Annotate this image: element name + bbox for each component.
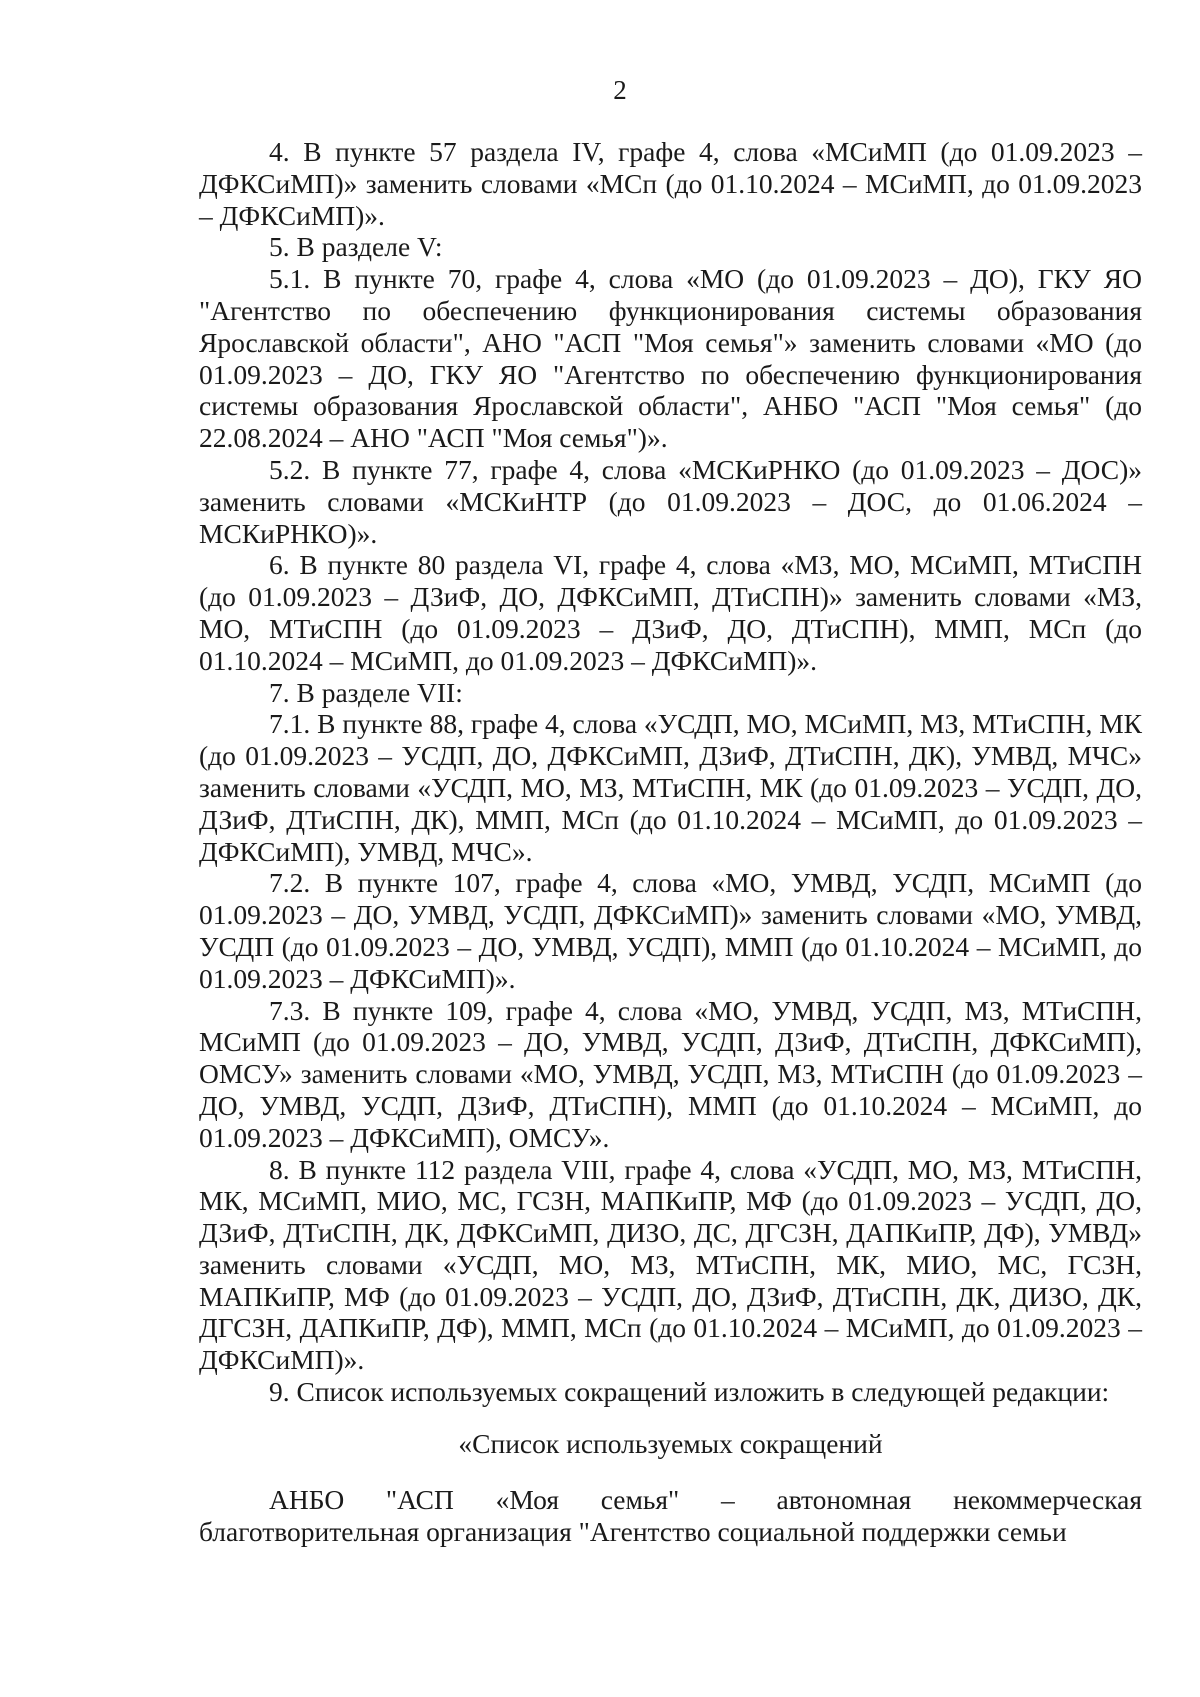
abbreviation-entry: АНБО "АСП «Моя семья" – автономная некоммерческая благотворительная организация "Агентство социальной поддержки семьи <box>199 1483 1142 1547</box>
paragraph-7-2: 7.2. В пункте 107, графе 4, слова «МО, УМВД, УСДП, МСиМП (до 01.09.2023 – ДО, УМВД, УСДП, ДФКСиМП)» заменить словами «МО, УМВД, УСДП (до 01.09.2023 – ДО, УМВД, УСДП), ММП (до 01.10.2024 – МСиМП, до 01.09.2023 – ДФКСиМП)». <box>199 867 1142 994</box>
paragraph-4: 4. В пункте 57 раздела IV, графе 4, слова «МСиМП (до 01.09.2023 – ДФКСиМП)» заменить словами «МСп (до 01.10.2024 – МСиМП, до 01.09.2023 – ДФКСиМП)». <box>199 136 1142 231</box>
paragraph-5-2: 5.2. В пункте 77, графе 4, слова «МСКиРНКО (до 01.09.2023 – ДОС)» заменить словами «МСКиНТР (до 01.09.2023 – ДОС, до 01.06.2024 – МСКиРНКО)». <box>199 453 1142 549</box>
paragraph-6: 6. В пункте 80 раздела VI, графе 4, слова «МЗ, МО, МСиМП, МТиСПН (до 01.09.2023 – ДЗиФ, ДО, ДФКСиМП, ДТиСПН)» заменить словами «МЗ, МО, МТиСПН (до 01.09.2023 – ДЗиФ, ДО, ДТиСПН), ММП, МСп (до 01.10.2024 – МСиМП, до 01.09.2023 – ДФКСиМП)». <box>199 549 1142 676</box>
paragraph-5-1: 5.1. В пункте 70, графе 4, слова «МО (до 01.09.2023 – ДО), ГКУ ЯО "Агентство по обеспечению функционирования системы образования Ярославской области", АНО "АСП "Моя семья"» заменить словами «МО (до 01.09.2023 – ДО, ГКУ ЯО "Агентство по обеспечению функционирования системы образования Ярославской области", АНБО "АСП "Моя семья" (до 22.08.2024 – АНО "АСП "Моя семья")». <box>199 263 1142 454</box>
paragraph-7-1: 7.1. В пункте 88, графе 4, слова «УСДП, МО, МСиМП, МЗ, МТиСПН, МК (до 01.09.2023 – УСДП, ДО, ДФКСиМП, ДЗиФ, ДТиСПН, ДК), УМВД, МЧС» заменить словами «УСДП, МО, МЗ, МТиСПН, МК (до 01.09.2023 – УСДП, ДО, ДЗиФ, ДТиСПН, ДК), ММП, МСп (до 01.10.2024 – МСиМП, до 01.09.2023 – ДФКСиМП), УМВД, МЧС». <box>199 708 1142 867</box>
paragraph-7: 7. В разделе VII: <box>269 676 463 708</box>
abbreviations-list-title: «Список используемых сокращений <box>458 1427 883 1459</box>
paragraph-8: 8. В пункте 112 раздела VIII, графе 4, слова «УСДП, МО, МЗ, МТиСПН, МК, МСиМП, МИО, МС, ГСЗН, МАПКиПР, МФ (до 01.09.2023 – УСДП, ДО, ДЗиФ, ДТиСПН, ДК, ДФКСиМП, ДИЗО, ДС, ДГСЗН, ДАПКиПР, ДФ), УМВД» заменить словами «УСДП, МО, МЗ, МТиСПН, МК, МИО, МС, ГСЗН, МАПКиПР, МФ (до 01.09.2023 – УСДП, ДО, ДЗиФ, ДТиСПН, ДК, ДИЗО, ДК, ДГСЗН, ДАПКиПР, ДФ), ММП, МСп (до 01.10.2024 – МСиМП, до 01.09.2023 – ДФКСиМП)». <box>199 1153 1142 1376</box>
paragraph-5: 5. В разделе V: <box>269 231 443 263</box>
document-body <box>199 136 1142 1547</box>
paragraph-9: 9. Список используемых сокращений изложить в следующей редакции: <box>269 1376 1110 1408</box>
paragraph-7-3: 7.3. В пункте 109, графе 4, слова «МО, УМВД, УСДП, МЗ, МТиСПН, МСиМП (до 01.09.2023 – ДО, УМВД, УСДП, ДЗиФ, ДТиСПН, ДФКСиМП), ОМСУ» заменить словами «МО, УМВД, УСДП, МЗ, МТиСПН (до 01.09.2023 – ДО, УМВД, УСДП, ДЗиФ, ДТиСПН), ММП (до 01.10.2024 – МСиМП, до 01.09.2023 – ДФКСиМП), ОМСУ». <box>199 994 1142 1153</box>
page-number: 2 <box>613 75 627 105</box>
